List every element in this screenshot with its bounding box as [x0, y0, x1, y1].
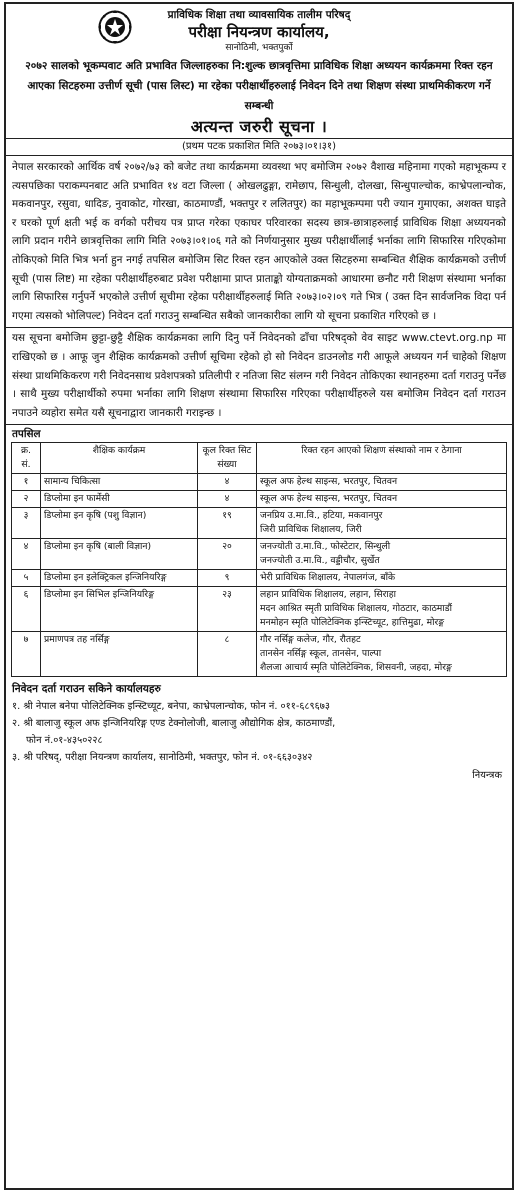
row-seats: २०: [198, 539, 257, 570]
row-institutions: [257, 632, 507, 677]
row-serial: २: [12, 491, 41, 508]
institution-name: जनज्योती उ.मा.वि., फोस्टेटार, सिन्धुली: [260, 541, 391, 553]
offices-list: [6, 698, 512, 766]
institution-name: शैलजा आचार्य स्मृति पोलिटेक्निक, शिसवनी, जहदा, मोरङ्ग: [260, 662, 452, 674]
row-serial: ६: [12, 587, 41, 632]
table-header-row: [12, 443, 507, 474]
vacancy-table: [11, 442, 507, 677]
notice-page: [4, 2, 514, 1190]
row-serial: ३: [12, 508, 41, 539]
org-name: प्राविधिक शिक्षा तथा व्यावसायिक तालीम परिषद्: [167, 9, 351, 21]
office-address: सानोठिमी, भक्तपुर्को: [225, 43, 293, 53]
table-row: [12, 587, 507, 632]
row-program: प्रमाणपत्र तह नर्सिङ्ग: [41, 632, 198, 677]
table-row: [12, 508, 507, 539]
offices-title: निवेदन दर्ता गराउन सकिने कार्यालयहरु: [12, 683, 161, 696]
row-seats: ८: [198, 632, 257, 677]
institution-name: मदन आश्रित स्मृती प्राविधिक शिक्षालय, गोठटार, काठमाडौं: [260, 603, 452, 615]
office-line: २. श्री बालाजु स्कूल अफ इन्जिनियरिङ्ग एण्ड टेक्नोलोजी, बालाजु औद्योगिक क्षेत्र, काठमाण्डौं,: [12, 718, 336, 730]
col-program: शैक्षिक कार्यक्रम: [41, 443, 198, 474]
row-program: डिप्लोमा इन कृषि (बाली विज्ञान): [41, 539, 198, 570]
institution-name: स्कूल अफ हेल्थ साइन्स, भरतपुर, चितवन: [260, 476, 398, 488]
row-institutions: [257, 508, 507, 539]
institution-name: भेरी प्राविधिक शिक्षालय, नेपालगंज, बाँके: [260, 572, 396, 584]
row-seats: ९: [198, 570, 257, 587]
table-row: [12, 539, 507, 570]
paragraph-1: नेपाल सरकारको आर्थिक वर्ष २०७२/७३ को बजेट तथा कार्यक्रममा व्यवस्था भए बमोजिम २०७२ वैशाख महिनामा गएको महाभूकम्प र त्यसपछिका पराकम्पनबाट अति प्रभावित १४ वटा जिल्ला ( ओखलढुङ्गा, रामेछाप, सिन्धुली, दोलखा, सिन्धुपाल्चोक, काभ्रेपलान्चोक, मकवानपुर, रसुवा, धादिङ, नुवाकोट, गोरखा, काठमाण्डौं, भक्तपुर र ललितपुर) का महाभूकम्पमा परी ज्यान गुमाएका, अशक्त घाइते र घरको पूर्ण क्षती भई क वर्गको परीचय पत्र प्राप्त गरेका एकाघर परिवारका सदस्य छात्र-छात्राहरुलाई प्राविधिक शिक्षा अध्ययनको लागि प्रदान गरीने छात्रवृत्तिका लागि मिति २०७३।०१।०६ गते को निर्णयानुसार मुख्य परीक्षार्थीलाई भर्नाका लागि सिफारिस गरिएकोमा तोकिएको मिति भित्र भर्ना हुन नगई तपसिल बमोजिम सिट रिक्त रहन आएकोले उक्त सिटहरुमा सम्बन्धित शैक्षिक कार्यक्रमको उत्तीर्ण सूची (पास लिष्ट) मा रहेका परीक्षार्थीहरुबाट प्रवेश परीक्षामा प्राप्त प्राताङ्को योग्यताक्रमको आधारमा छनौट गरी शिक्षण संस्थामा भर्नाका लागि सिफारिस गर्नुपर्ने भएकोले उत्तीर्ण सूचीमा रहेका परीक्षार्थीहरुलाई मिति २०७३।०२।०९ गते भित्र ( उक्त दिन सार्वजनिक विदा पर्न गएमा त्यसको भोलिपल्ट) निवेदन दर्ता गराउनु सम्बन्धित सबैको जानकारीका लागि यो सूचना प्रकाशित गरिएको छ ।: [12, 161, 506, 322]
institution-name: स्कूल अफ हेल्थ साइन्स, भरतपुर, चितवन: [260, 493, 398, 505]
row-institutions: [257, 474, 507, 491]
institution-name: जनज्योती उ.मा.वि., वड्डीचौर, सुर्खेत: [260, 555, 380, 567]
office-item: [6, 715, 512, 749]
col-institutions: रिक्त रहन आएको शिक्षण संस्थाको नाम र ठेगाना: [257, 443, 507, 474]
schedule-heading: तपसिल: [12, 428, 41, 441]
notice-title: अत्यन्त जरुरी सूचना ।: [190, 117, 328, 136]
divider: [4, 138, 514, 139]
institution-name: जिरी प्राविधिक शिक्षालय, जिरी: [260, 524, 362, 536]
institution-name: मनमोहन स्मृति पोलिटेक्निक इन्स्टिच्यूट, हात्तिमुढा, मोरङ्ग: [260, 617, 445, 629]
office-name: परीक्षा नियन्त्रण कार्यालय,: [188, 23, 330, 41]
emblem-icon: [98, 10, 132, 44]
row-institutions: [257, 587, 507, 632]
office-line: ३. श्री परिषद्, परीक्षा नियन्त्रण कार्यालय, सानोठिमी, भक्तपुर, फोन नं. ०१-६६३०३४२: [12, 752, 313, 764]
office-item: [6, 749, 512, 766]
row-program: सामान्य चिकित्सा: [41, 474, 198, 491]
institution-name: लहान प्राविधिक शिक्षालय, लहान, सिराहा: [260, 589, 397, 601]
table-row: [12, 632, 507, 677]
paragraph-2: यस सूचना बमोजिम छुट्टा-छुट्टै शैक्षिक कार्यक्रमका लागि दिनु पर्ने निवेदनको ढाँचा परिषद्को वेव साइट www.ctevt.org.np मा राखिएको छ । आफू जुन शैक्षिक कार्यक्रमको उत्तीर्ण सूचिमा रहेको हो सो निवेदन डाउनलोड गरी आफूले अध्ययन गर्न चाहेको शिक्षण संस्था प्राथमिकिकरण गरी निवेदनसाथ प्रवेशपत्रको प्रतिलीपी र नतिजा सिट संलग्न गरी निवेदन तोकिएका स्थानहरुमा दर्ता गराउनु पर्नेछ । साथै मुख्य परीक्षार्थीको रुपमा भर्नाका लागि शिक्षण संस्थामा सिफारिस गरिएका परीक्षार्थीहरुले यस बमोजिम निवेदन दर्ता गराउन नपाउने व्यहोरा समेत यसै सूचनाद्वारा जानकारी गराइन्छ ।: [12, 332, 506, 419]
row-seats: २३: [198, 587, 257, 632]
col-serial: क्र. सं.: [12, 443, 41, 474]
signature: नियन्त्रक: [472, 770, 502, 782]
table-row: [12, 570, 507, 587]
row-program: डिप्लोमा इन इलेक्ट्रिकल इन्जिनियरिङ्ग: [41, 570, 198, 587]
publish-date: (प्रथम पटक प्रकाशित मिति २०७३।०१।३१): [181, 141, 337, 152]
row-serial: ४: [12, 539, 41, 570]
institution-name: गौर नर्सिङ्ग कलेज, गौर, रौतहट: [260, 634, 361, 646]
table-row: [12, 491, 507, 508]
institution-name: जनप्रिय उ.मा.वि., हटिया, मकवानपुर: [260, 510, 383, 522]
row-seats: ४: [198, 491, 257, 508]
row-institutions: [257, 539, 507, 570]
row-institutions: [257, 570, 507, 587]
table-row: [12, 474, 507, 491]
row-institutions: [257, 491, 507, 508]
office-phone: फोन नं.०१-४३५०२२८: [26, 735, 103, 747]
row-serial: ५: [12, 570, 41, 587]
notice-subject: २०७२ सालको भूकम्पवाट अति प्रभावित जिल्लाहरुका नि:शुल्क छात्रवृत्तिमा प्राविधिक शिक्षा अध्ययन कार्यक्रममा रिक्त रहन आएका सिटहरुमा उत्तीर्ण सूची (पास लिस्ट) मा रहेका परीक्षार्थीहरुलाई निवेदन दिने तथा शिक्षण संस्था प्राथमिकीकरण गर्ने सम्बन्धी: [25, 60, 493, 112]
institution-name: तानसेन नर्सिङ्ग स्कूल, तानसेन, पाल्पा: [260, 648, 382, 660]
header: [6, 4, 512, 54]
row-program: डिप्लोमा इन कृषि (पशु विज्ञान): [41, 508, 198, 539]
row-serial: १: [12, 474, 41, 491]
row-serial: ७: [12, 632, 41, 677]
office-line: १. श्री नेपाल बनेपा पोलिटेक्निक इन्स्टिच्यूट, बनेपा, काभ्रेपलान्चोक, फोन नं. ०११-६८९६७३: [12, 701, 330, 713]
row-seats: १९: [198, 508, 257, 539]
row-program: डिप्लोमा इन फार्मेसी: [41, 491, 198, 508]
row-program: डिप्लोमा इन सिभिल इन्जिनियरिङ्ग: [41, 587, 198, 632]
office-item: [6, 698, 512, 715]
row-seats: ४: [198, 474, 257, 491]
col-seats: कूल रिक्त सिट संख्या: [198, 443, 257, 474]
